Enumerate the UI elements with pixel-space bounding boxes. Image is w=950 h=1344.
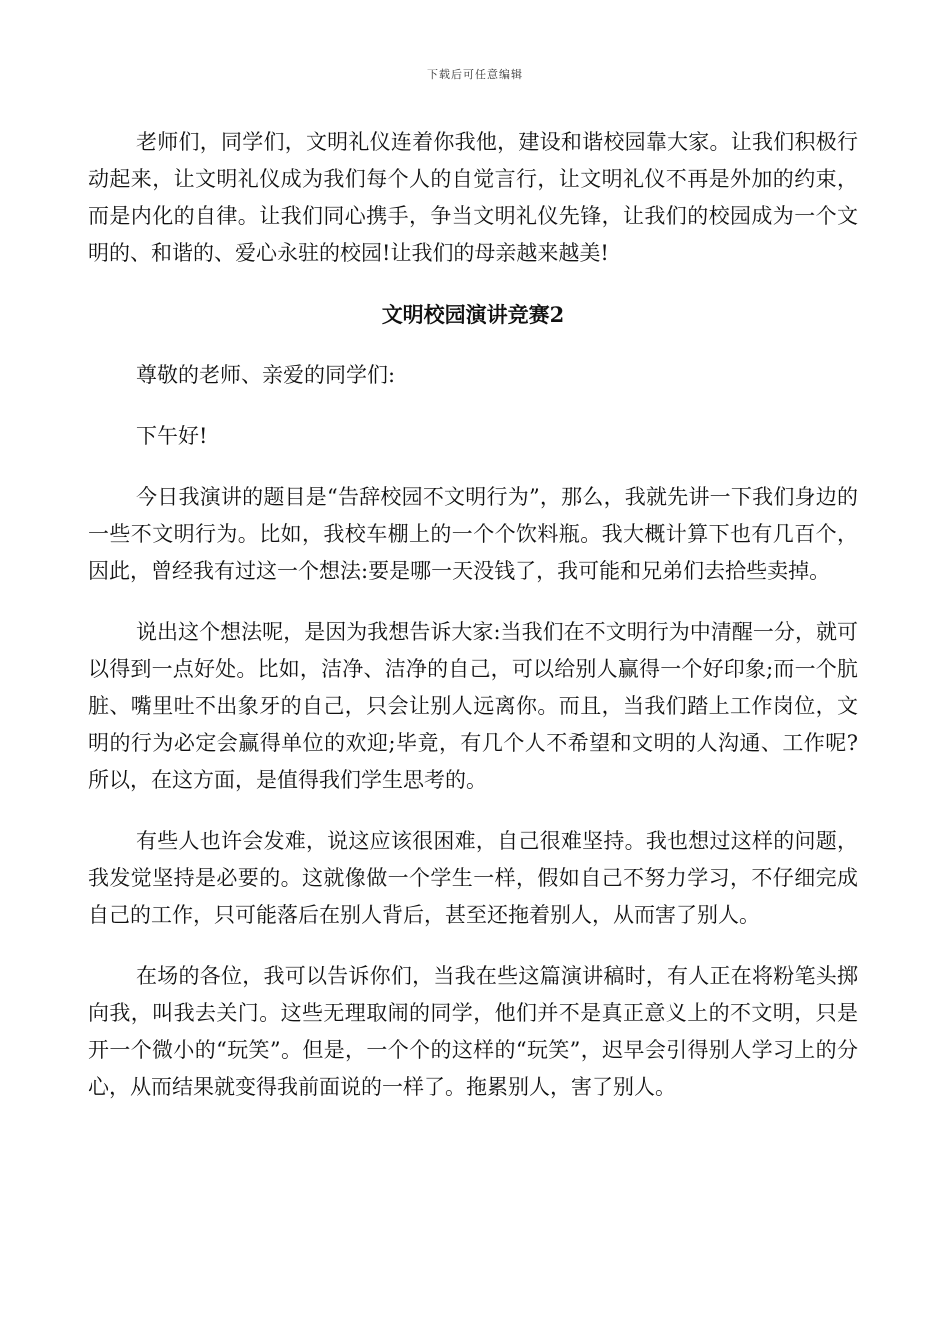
body-paragraph: 今日我演讲的题目是“告辞校园不文明行为”，那么，我就先讲一下我们身边的一些不文明行为。比如，我校车棚上的一个个饮料瓶。我大概计算下也有几百个，因此，曾经我有过这一个想法:要是哪一天没钱了，我可能和兄弟们去拾些卖掉。 [88,485,858,583]
body-paragraph: 有些人也许会发难，说这应该很困难，自己很难坚持。我也想过这样的问题，我发觉坚持是必要的。这就像做一个学生一样，假如自己不努力学习，不仔细完成自己的工作，只可能落后在别人背后，甚至还拖着别人，从而害了别人。 [88,829,858,927]
salutation: 尊敬的老师、亲爱的同学们: [136,363,396,387]
header-note: 下载后可任意编辑 [427,68,523,81]
intro-paragraph: 老师们，同学们，文明礼仪连着你我他，建设和谐校园靠大家。让我们积极行动起来，让文明礼仪成为我们每个人的自觉言行，让文明礼仪不再是外加的约束，而是内化的自律。让我们同心携手，争当文明礼仪先锋，让我们的校园成为一个文明的、和谐的、爱心永驻的校园!让我们的母亲越来越美! [88,130,858,265]
document-body [88,124,858,1106]
section-title: 文明校园演讲竞赛2 [381,302,565,327]
body-paragraph: 在场的各位，我可以告诉你们，当我在些这篇演讲稿时，有人正在将粉笔头掷向我，叫我去关门。这些无理取闹的同学，他们并不是真正意义上的不文明，只是开一个微小的“玩笑”。但是，一个个的这样的“玩笑”，迟早会引得别人学习上的分心，从而结果就变得我前面说的一样了。拖累别人，害了别人。 [88,964,858,1099]
greeting: 下午好! [136,424,208,448]
body-paragraph: 说出这个想法呢，是因为我想告诉大家:当我们在不文明行为中清醒一分，就可以得到一点好处。比如，洁净、洁净的自己，可以给别人赢得一个好印象;而一个肮脏、嘴里吐不出象牙的自己，只会让别人远离你。而且，当我们踏上工作岗位，文明的行为必定会赢得单位的欢迎;毕竟，有几个人不希望和文明的人沟通、工作呢?所以，在这方面，是值得我们学生思考的。 [88,620,858,792]
